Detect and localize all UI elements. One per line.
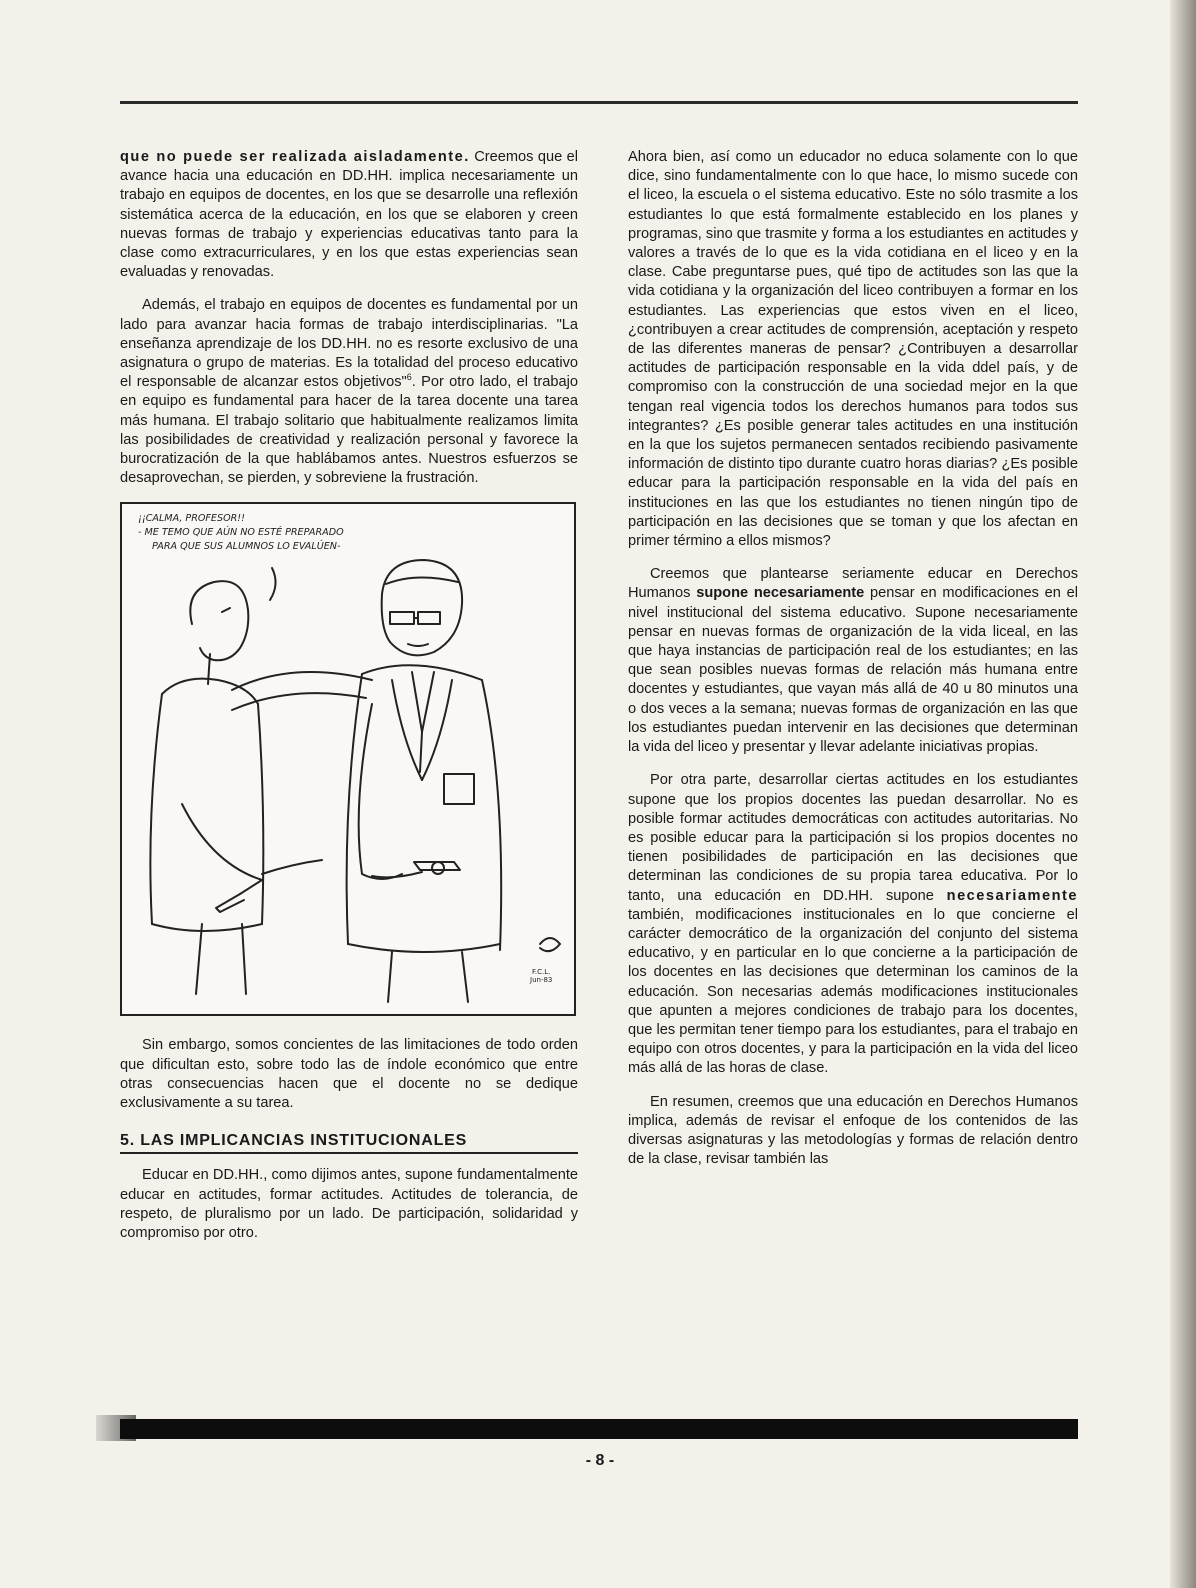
- caption-line: - ME TEMO QUE AÚN NO ESTÉ PREPARADO: [138, 527, 344, 539]
- paragraph-3: Sin embargo, somos concientes de las limitaciones de todo orden que dificultan esto, sobre todo las de índole económico que entre otras consecuencias hacen que el docente no se dedique exclusivamente a su tarea.: [120, 1037, 578, 1112]
- right-column: [628, 148, 1078, 1183]
- cartoon-drawing: [122, 504, 574, 1014]
- paragraph-text: Creemos que plantearse seriamente educar en Derechos Humanos: [628, 566, 1078, 602]
- paragraph-2: [628, 565, 1078, 757]
- page-edge-shadow: [1170, 0, 1196, 1588]
- signature-date: Jun-83: [530, 976, 553, 985]
- emphasis-text: supone necesariamente: [696, 585, 865, 602]
- paragraph-text: Además, el trabajo en equipos de docentes es fundamental por un lado para avanzar hacia formas de trabajo interdisciplinarias. "La enseñanza aprendizaje de los DD.HH. no es resorte exclusivo de una asignatura o grupo de materias. Es la totalidad del proceso educativo el responsable de alcanzar estos objetivos": [120, 297, 578, 391]
- caption-line: PARA QUE SUS ALUMNOS LO EVALÚEN-: [152, 541, 341, 553]
- paragraph-4: Educar en DD.HH., como dijimos antes, supone fundamentalmente educar en actitudes, formar actitudes. Actitudes de tolerancia, de respeto, de pluralismo por un lado. De participación, solidaridad y compromiso por otro.: [120, 1167, 578, 1242]
- paragraph-text: . Por otro lado, el trabajo en equipo es fundamental para hacer de la tarea docente una tarea más humana. El trabajo solitario que habitualmente realizamos limita las posibilidades de creatividad y realización personal y favorece la burocratización de la que hablábamos antes. Nuestros esfuerzos se desaprovechan, se pierden, y sobreviene la frustración.: [120, 374, 578, 487]
- cartoon-illustration: [120, 502, 576, 1016]
- header-rule: [120, 101, 1078, 104]
- emphasis-text: necesariamente: [946, 887, 1078, 904]
- cartoon-caption: [138, 512, 438, 554]
- paragraph-lead: que no puede ser realizada aisladamente.: [120, 149, 470, 165]
- paragraph-1: [120, 148, 578, 282]
- paragraph-text: pensar en modificaciones en el nivel institucional del sistema educativo. Supone necesariamente pensar en nuevas formas de organización de la vida liceal, en las que haya instancias de participación real de los estudiantes; en las que sean posibles nuevas formas de relación más humana entre docentes y estudiantes, que vayan más allá de 40 u 80 minutos una o dos veces a la semana; nuevas formas de organización en las que los estudiantes puedan intervenir en las decisiones que determinan la vida del liceo y presentar y llevar adelante iniciativas propias.: [628, 585, 1079, 756]
- signature-text: F.C.L.: [532, 968, 551, 977]
- paragraph-1: Ahora bien, así como un educador no educa solamente con lo que dice, sino fundamentalmente con lo que hace, lo mismo sucede con el liceo, la escuela o el sistema educativo. Este no sólo trasmite a los estudiantes lo que está formalmente establecido en los planes y programas, sino que trasmite y forma a los estudiantes en actitudes y valores a través de lo que es la vida cotidiana en el liceo y en la clase. Cabe preguntarse pues, qué tipo de actitudes son las que la vida cotidiana y la organización del liceo contribuyen a formar en los estudiantes. Las experiencias que estos viven en el liceo, ¿contribuyen a crear actitudes de comprensión, aceptación y respeto de las diferentes maneras de pensar? ¿Contribuyen a desarrollar actitudes de participación responsable en la vida ddel país, y de compromiso con la construcción de una sociedad mejor en la que tengan real vigencia todos los derechos humanos para todos sus integrantes? ¿Es posible generar tales actitudes en una institución en la que los sujetos permanecen sentados recibiendo pasivamente información de distinto tipo durante cuatro horas diarias? ¿Es posible educar para la participación responsable en la vida del país en instituciones en las que los estudiantes no tienen ningún tipo de participación en las decisiones que se toman y que los afectan en primer término a ellos mismos?: [628, 149, 1078, 550]
- left-column: [120, 148, 578, 1257]
- paragraph-3: [628, 771, 1078, 1078]
- footer-bar: [120, 1419, 1078, 1439]
- cartoon-signature: [530, 968, 552, 984]
- page-number: - 8 -: [585, 1452, 615, 1469]
- section-heading: 5. LAS IMPLICANCIAS INSTITUCIONALES: [120, 1131, 578, 1154]
- paragraph-text: Por otra parte, desarrollar ciertas actitudes en los estudiantes supone que los propios docentes las puedan desarrollar. No es posible formar actitudes democráticas con actitudes autoritarias. No es posible educar para la participación si los propios docentes no tienen posibilidades de participación en las decisiones que determinan las condiciones de su propia tarea educativa. Por lo tanto, una educación en DD.HH. supone: [628, 772, 1078, 904]
- paragraph-2: [120, 296, 578, 488]
- paragraph-text: también, modificaciones institucionales en lo que concierne el carácter democrático de la organización del conjunto del sistema educativo, y en particular en lo que concierne a la participación de los docentes en las decisiones que determinan los caminos de la educación. Son necesarias además modificaciones institucionales que apunten a mejores condiciones de trabajo para los docentes, que les permitan tener tiempo para los estudiantes, para el trabajo en equipo con otros docentes, y para la participación en la vida del liceo más allá de las horas de clase.: [628, 906, 1078, 1077]
- paragraph-text: Creemos que el avance hacia una educación en DD.HH. implica necesariamente un trabajo en equipos de docentes, en los que se desarrolle una reflexión sistemática acerca de la educación, en los que se elaboren y creen nuevas formas de trabajo y experiencias educativas tanto para la clase como extracurriculares, y en los que estas experiencias sean evaluadas y renovadas.: [120, 149, 578, 281]
- caption-line: ¡¡CALMA, PROFESOR!!: [138, 513, 245, 525]
- footnote-ref: 6: [406, 372, 412, 383]
- paragraph-4: En resumen, creemos que una educación en Derechos Humanos implica, además de revisar el enfoque de los contenidos de las diversas asignaturas y las metodologías y formas de relación dentro de la clase, revisar también las: [628, 1093, 1078, 1168]
